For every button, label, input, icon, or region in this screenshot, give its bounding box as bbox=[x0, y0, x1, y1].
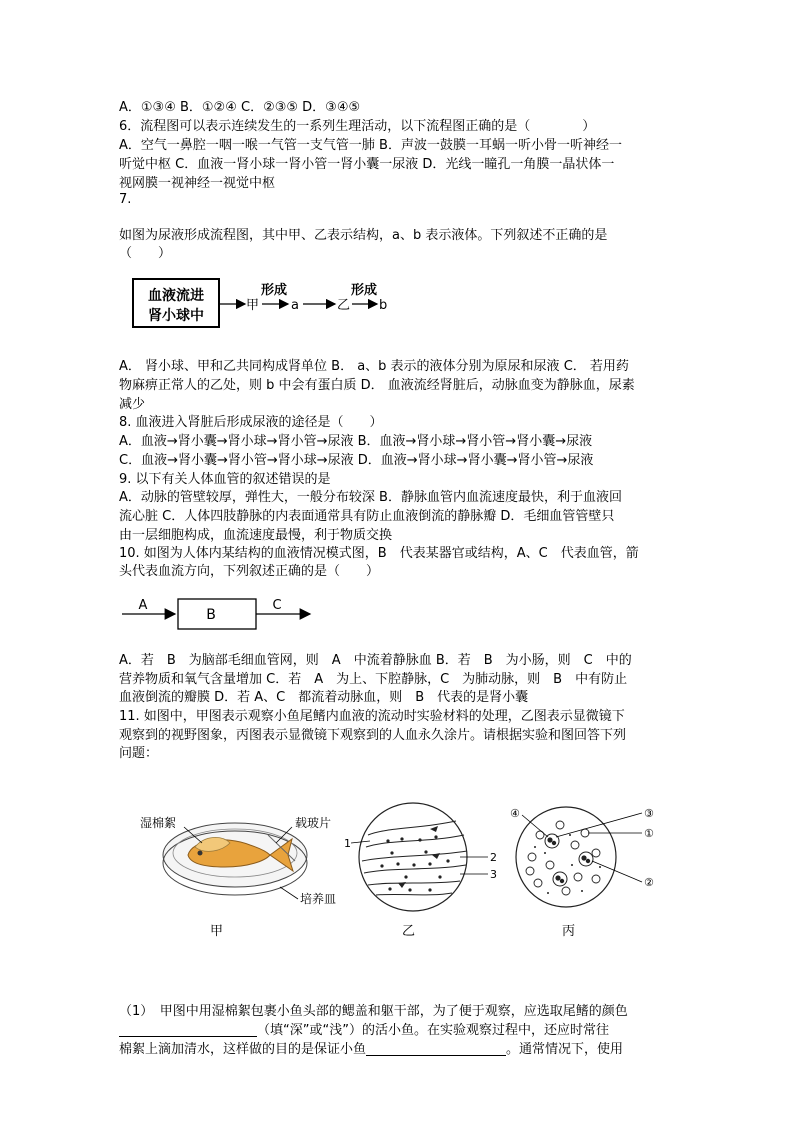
vessel-a-label: A bbox=[138, 598, 148, 613]
text-line: 减少 bbox=[119, 397, 146, 412]
node-jia: 甲 bbox=[246, 298, 260, 313]
node-b: b bbox=[379, 298, 388, 313]
label-form-2: 形成 bbox=[350, 283, 378, 298]
question-11: 11. 如图中，甲图表示观察小鱼尾鳍内血液的流动时实验材料的处理，乙图表示显微镜下 bbox=[119, 709, 625, 724]
text-line: 观察到的视野图象，丙图表示显微镜下观察到的人血永久涂片。请根据实验和图回答下列 bbox=[119, 728, 627, 743]
text-line bbox=[119, 1040, 623, 1059]
node-a: a bbox=[291, 298, 299, 313]
caption-yi: 乙 bbox=[402, 924, 416, 939]
text-line: 营养物质和氧气含量增加 C．若 A 为上、下腔静脉，C 为肺动脉，则 B 中有防止 bbox=[119, 672, 628, 687]
text-segment: （填“深”或“浅”）的活小鱼。在实验观察过程中，还应时常往 bbox=[257, 1023, 609, 1038]
label-slide: 载玻片 bbox=[295, 816, 332, 830]
blood-flow-diagram bbox=[120, 594, 315, 634]
text-line: A．①③④ B．①②④ C．②③⑤ D．③④⑤ bbox=[119, 100, 361, 115]
label-vessel-1: 1 bbox=[344, 837, 351, 850]
text-line: A．若 B 为脑部毛细血管网，则 A 中流着静脉血 B．若 B 为小肠，则 C 中的 bbox=[119, 653, 632, 668]
question-10: 10. 如图为人体内某结构的血液情况模式图，B 代表某器官或结构，A、C 代表血管，箭 bbox=[119, 546, 639, 561]
text-line: 由一层细胞构成，血流速度最慢，利于物质交换 bbox=[119, 528, 393, 543]
caption-bing: 丙 bbox=[562, 924, 576, 939]
text-line: A．血液→肾小囊→肾小球→肾小管→尿液 B．血液→肾小球→肾小管→肾小囊→尿液 bbox=[119, 434, 593, 449]
text-line: 血液倒流的瓣膜 D．若 A、C 都流着动脉血，则 B 代表的是肾小囊 bbox=[119, 690, 529, 705]
text-line bbox=[119, 1021, 609, 1040]
label-cell-4: ④ bbox=[510, 807, 520, 820]
label-cell-1: ① bbox=[644, 827, 654, 840]
text-line: 听觉中枢 C．血液一肾小球一肾小管一肾小囊一尿液 D．光线一瞳孔一角膜一晶状体一 bbox=[119, 157, 615, 172]
label-dish: 培养皿 bbox=[300, 892, 337, 906]
organ-b-label: B bbox=[206, 607, 216, 623]
figure-yi bbox=[344, 803, 497, 939]
text-line: 流心脏 C．人体四肢静脉的内表面通常具有防止血液倒流的静脉瓣 D．毛细血管管壁只 bbox=[119, 509, 615, 524]
vessel-c-label: C bbox=[272, 598, 282, 613]
label-cell-3: ③ bbox=[644, 807, 654, 820]
box-text-1: 血液流进 bbox=[148, 288, 204, 304]
text-line: C．血液→肾小囊→肾小管→肾小球→尿液 D．血液→肾小球→肾小囊→肾小管→尿液 bbox=[119, 453, 594, 468]
figure-bing bbox=[510, 807, 654, 939]
label-wet-cotton: 湿棉絮 bbox=[140, 816, 177, 830]
label-vessel-3: 3 bbox=[490, 868, 497, 881]
text-line: 问题： bbox=[119, 746, 159, 761]
text-line: 视网膜一视神经一视觉中枢 bbox=[119, 176, 276, 191]
text-line: 物麻痹正常人的乙处，则 b 中会有蛋白质 D． 血液流经肾脏后，动脉血变为静脉血，尿素 bbox=[119, 378, 635, 393]
answer-blank-1[interactable] bbox=[119, 1022, 257, 1037]
text-line: 头代表血流方向，下列叙述正确的是（ ） bbox=[119, 564, 380, 579]
label-form-1: 形成 bbox=[260, 283, 288, 298]
question-11-1: （1） 甲图中用湿棉絮包裹小鱼头部的鳃盖和躯干部，为了便于观察，应选取尾鳍的颜色 bbox=[119, 1004, 628, 1019]
organ-b-box bbox=[178, 599, 256, 629]
text-line: A． 肾小球、甲和乙共同构成肾单位 B． a、b 表示的液体分别为原尿和尿液 C． 若用药 bbox=[119, 359, 629, 374]
view-field-bing bbox=[516, 807, 616, 907]
urine-flowchart bbox=[128, 276, 398, 332]
label-vessel-2: 2 bbox=[490, 851, 497, 864]
text-line: 如图为尿液形成流程图，其中甲、乙表示结构，a、b 表示液体。下列叙述不正确的是 bbox=[119, 228, 608, 243]
question-6: 6．流程图可以表示连续发生的一系列生理活动，以下流程图正确的是（ ） bbox=[119, 119, 596, 134]
answer-blank-2[interactable] bbox=[366, 1041, 506, 1056]
node-yi: 乙 bbox=[337, 298, 351, 313]
caption-jia: 甲 bbox=[210, 924, 224, 939]
fish-experiment-figure bbox=[130, 795, 660, 945]
text-line: （ ） bbox=[119, 246, 172, 261]
text-line: A．空气一鼻腔一咽一喉一气管一支气管一肺 B．声波一鼓膜一耳蜗一听小骨一听神经一 bbox=[119, 138, 622, 153]
text-segment: 棉絮上滴加清水，这样做的目的是保证小鱼 bbox=[119, 1042, 367, 1057]
question-7: 7. bbox=[119, 192, 132, 207]
text-line: A．动脉的管壁较厚，弹性大，一般分布较深 B．静脉血管内血流速度最快，利于血液回 bbox=[119, 490, 622, 505]
question-9: 9. 以下有关人体血管的叙述错误的是 bbox=[119, 472, 331, 487]
label-cell-2: ② bbox=[644, 876, 654, 889]
question-8: 8. 血液进入肾脏后形成尿液的途径是（ ） bbox=[119, 415, 383, 430]
figure-jia bbox=[140, 815, 336, 939]
text-segment: 。通常情况下，使用 bbox=[506, 1042, 624, 1057]
box-text-2: 肾小球中 bbox=[148, 308, 204, 324]
